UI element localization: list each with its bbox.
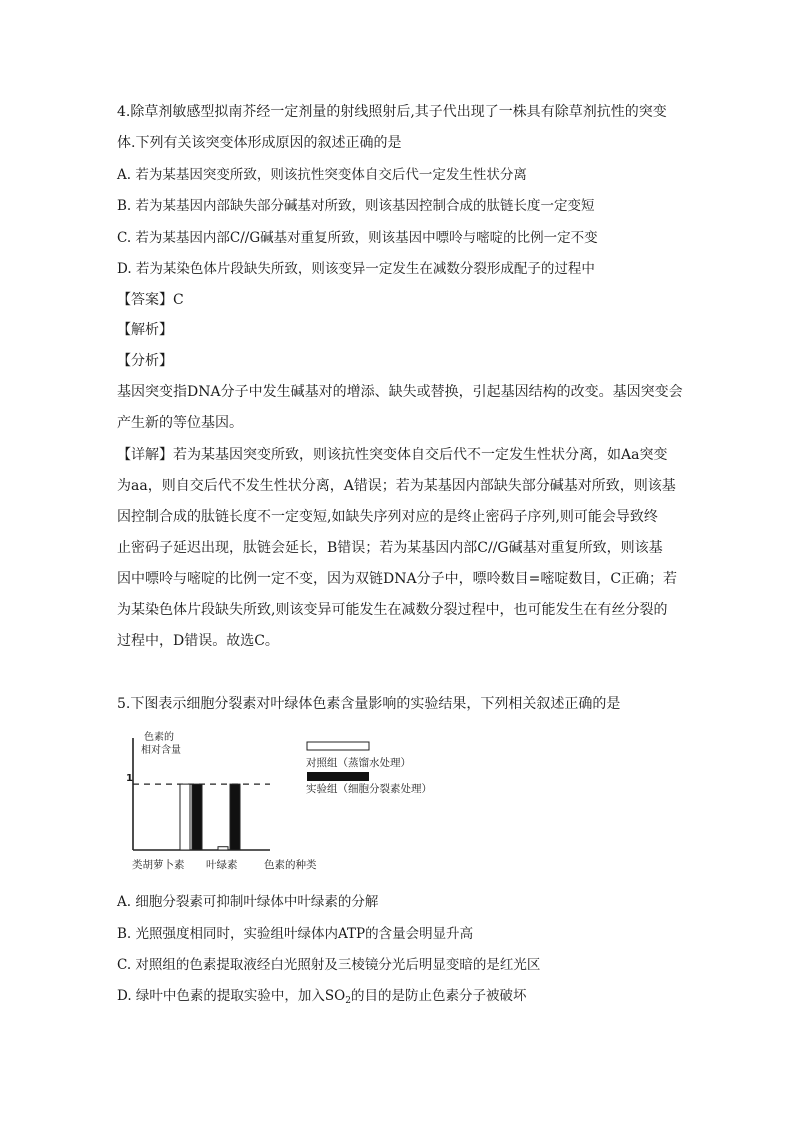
q5-option-c: C. 对照组的色素提取液经白光照射及三棱镜分光后明显变暗的是红光区 (117, 957, 541, 973)
bar-carotenoid-experimental (192, 784, 202, 850)
q5-option-d-sub: 2 (345, 996, 351, 1006)
pigment-content-chart (110, 728, 480, 878)
q4-option-b: B. 若为某基因内部缺失部分碱基对所致，则该基因控制合成的肽链长度一定变短 (117, 198, 595, 214)
bar-carotenoid-control (180, 784, 190, 850)
q5-stem: 5.下图表示细胞分裂素对叶绿体色素含量影响的实验结果，下列相关叙述正确的是 (117, 696, 621, 712)
detail-line1 (117, 445, 667, 465)
legend-swatch-control (307, 742, 369, 750)
chart-ytick-1: 1 (126, 773, 133, 784)
fenxi-line2: 产生新的等位基因。 (117, 415, 243, 431)
detail-line1-text: 若为某基因突变所致，则该抗性突变体自交后代不一定发生性状分离，如Aa突变 (173, 447, 668, 463)
chart-ylabel-1: 色素的 (144, 732, 174, 743)
fenxi-tag: 【分析】 (117, 353, 173, 369)
q4-stem-line1: 4.除草剂敏感型拟南芥经一定剂量的射线照射后,其子代出现了一株具有除草剂抗性的突变 (117, 104, 667, 120)
detail-line6: 为某染色体片段缺失所致,则该变异可能发生在减数分裂过程中，也可能发生在有丝分裂的 (117, 602, 668, 618)
detail-line4: 止密码子延迟出现，肽链会延长，B错误；若为某基因内部C//G碱基对重复所致，则该基 (117, 540, 663, 556)
fenxi-line1: 基因突变指DNA分子中发生碱基对的增添、缺失或替换，引起基因结构的改变。基因突变会 (117, 384, 683, 400)
chart-ylabel-2: 相对含量 (141, 745, 181, 756)
chart-xlabel: 色素的种类 (264, 859, 317, 871)
detail-line5: 因中嘌呤与嘧啶的比例一定不变，因为双链DNA分子中，嘌呤数目=嘧啶数目，C正确；若 (117, 571, 678, 587)
analysis-tag: 【解析】 (117, 322, 173, 338)
legend-label-experimental: 实验组（细胞分裂素处理） (306, 783, 432, 795)
q5-option-b: B. 光照强度相同时，实验组叶绿体内ATP的含量会明显升高 (117, 926, 474, 942)
q4-stem-line2: 体.下列有关该突变体形成原因的叙述正确的是 (117, 135, 402, 151)
answer-tag: 【答案】 (117, 292, 173, 308)
detail-line2: 为aa，则自交后代不发生性状分离，A错误；若为某基因内部缺失部分碱基对所致，则该基 (117, 478, 676, 494)
legend-label-control: 对照组（蒸馏水处理） (306, 757, 411, 769)
q5-option-d-post: 的目的是防止色素分子被破坏 (350, 988, 527, 1004)
bar-chlorophyll-control (218, 847, 228, 850)
chart-category-chlorophyll: 叶绿素 (206, 859, 238, 871)
detail-line7: 过程中，D错误。故选C。 (117, 633, 279, 649)
chart-category-carotenoid: 类胡萝卜素 (132, 859, 185, 871)
bar-chlorophyll-experimental (230, 784, 240, 850)
q5-option-d-pre: D. 绿叶中色素的提取实验中，加入SO (117, 988, 346, 1004)
q4-option-c: C. 若为某基因内部C//G碱基对重复所致，则该基因中嘌呤与嘧啶的比例一定不变 (117, 230, 598, 246)
detail-line3: 因控制合成的肽链长度不一定变短,如缺失序列对应的是终止密码子序列,则可能会导致终 (117, 509, 658, 525)
q5-option-d (117, 986, 526, 1011)
q4-answer-line (117, 290, 184, 310)
q5-option-a: A. 细胞分裂素可抑制叶绿体中叶绿素的分解 (117, 894, 379, 910)
legend-swatch-experimental (307, 772, 369, 781)
answer-value: C (173, 292, 184, 308)
q4-option-d: D. 若为某染色体片段缺失所致，则该变异一定发生在减数分裂形成配子的过程中 (117, 261, 595, 277)
q4-option-a: A. 若为某基因突变所致，则该抗性突变体自交后代一定发生性状分离 (117, 167, 527, 183)
detail-tag: 【详解】 (117, 447, 173, 463)
